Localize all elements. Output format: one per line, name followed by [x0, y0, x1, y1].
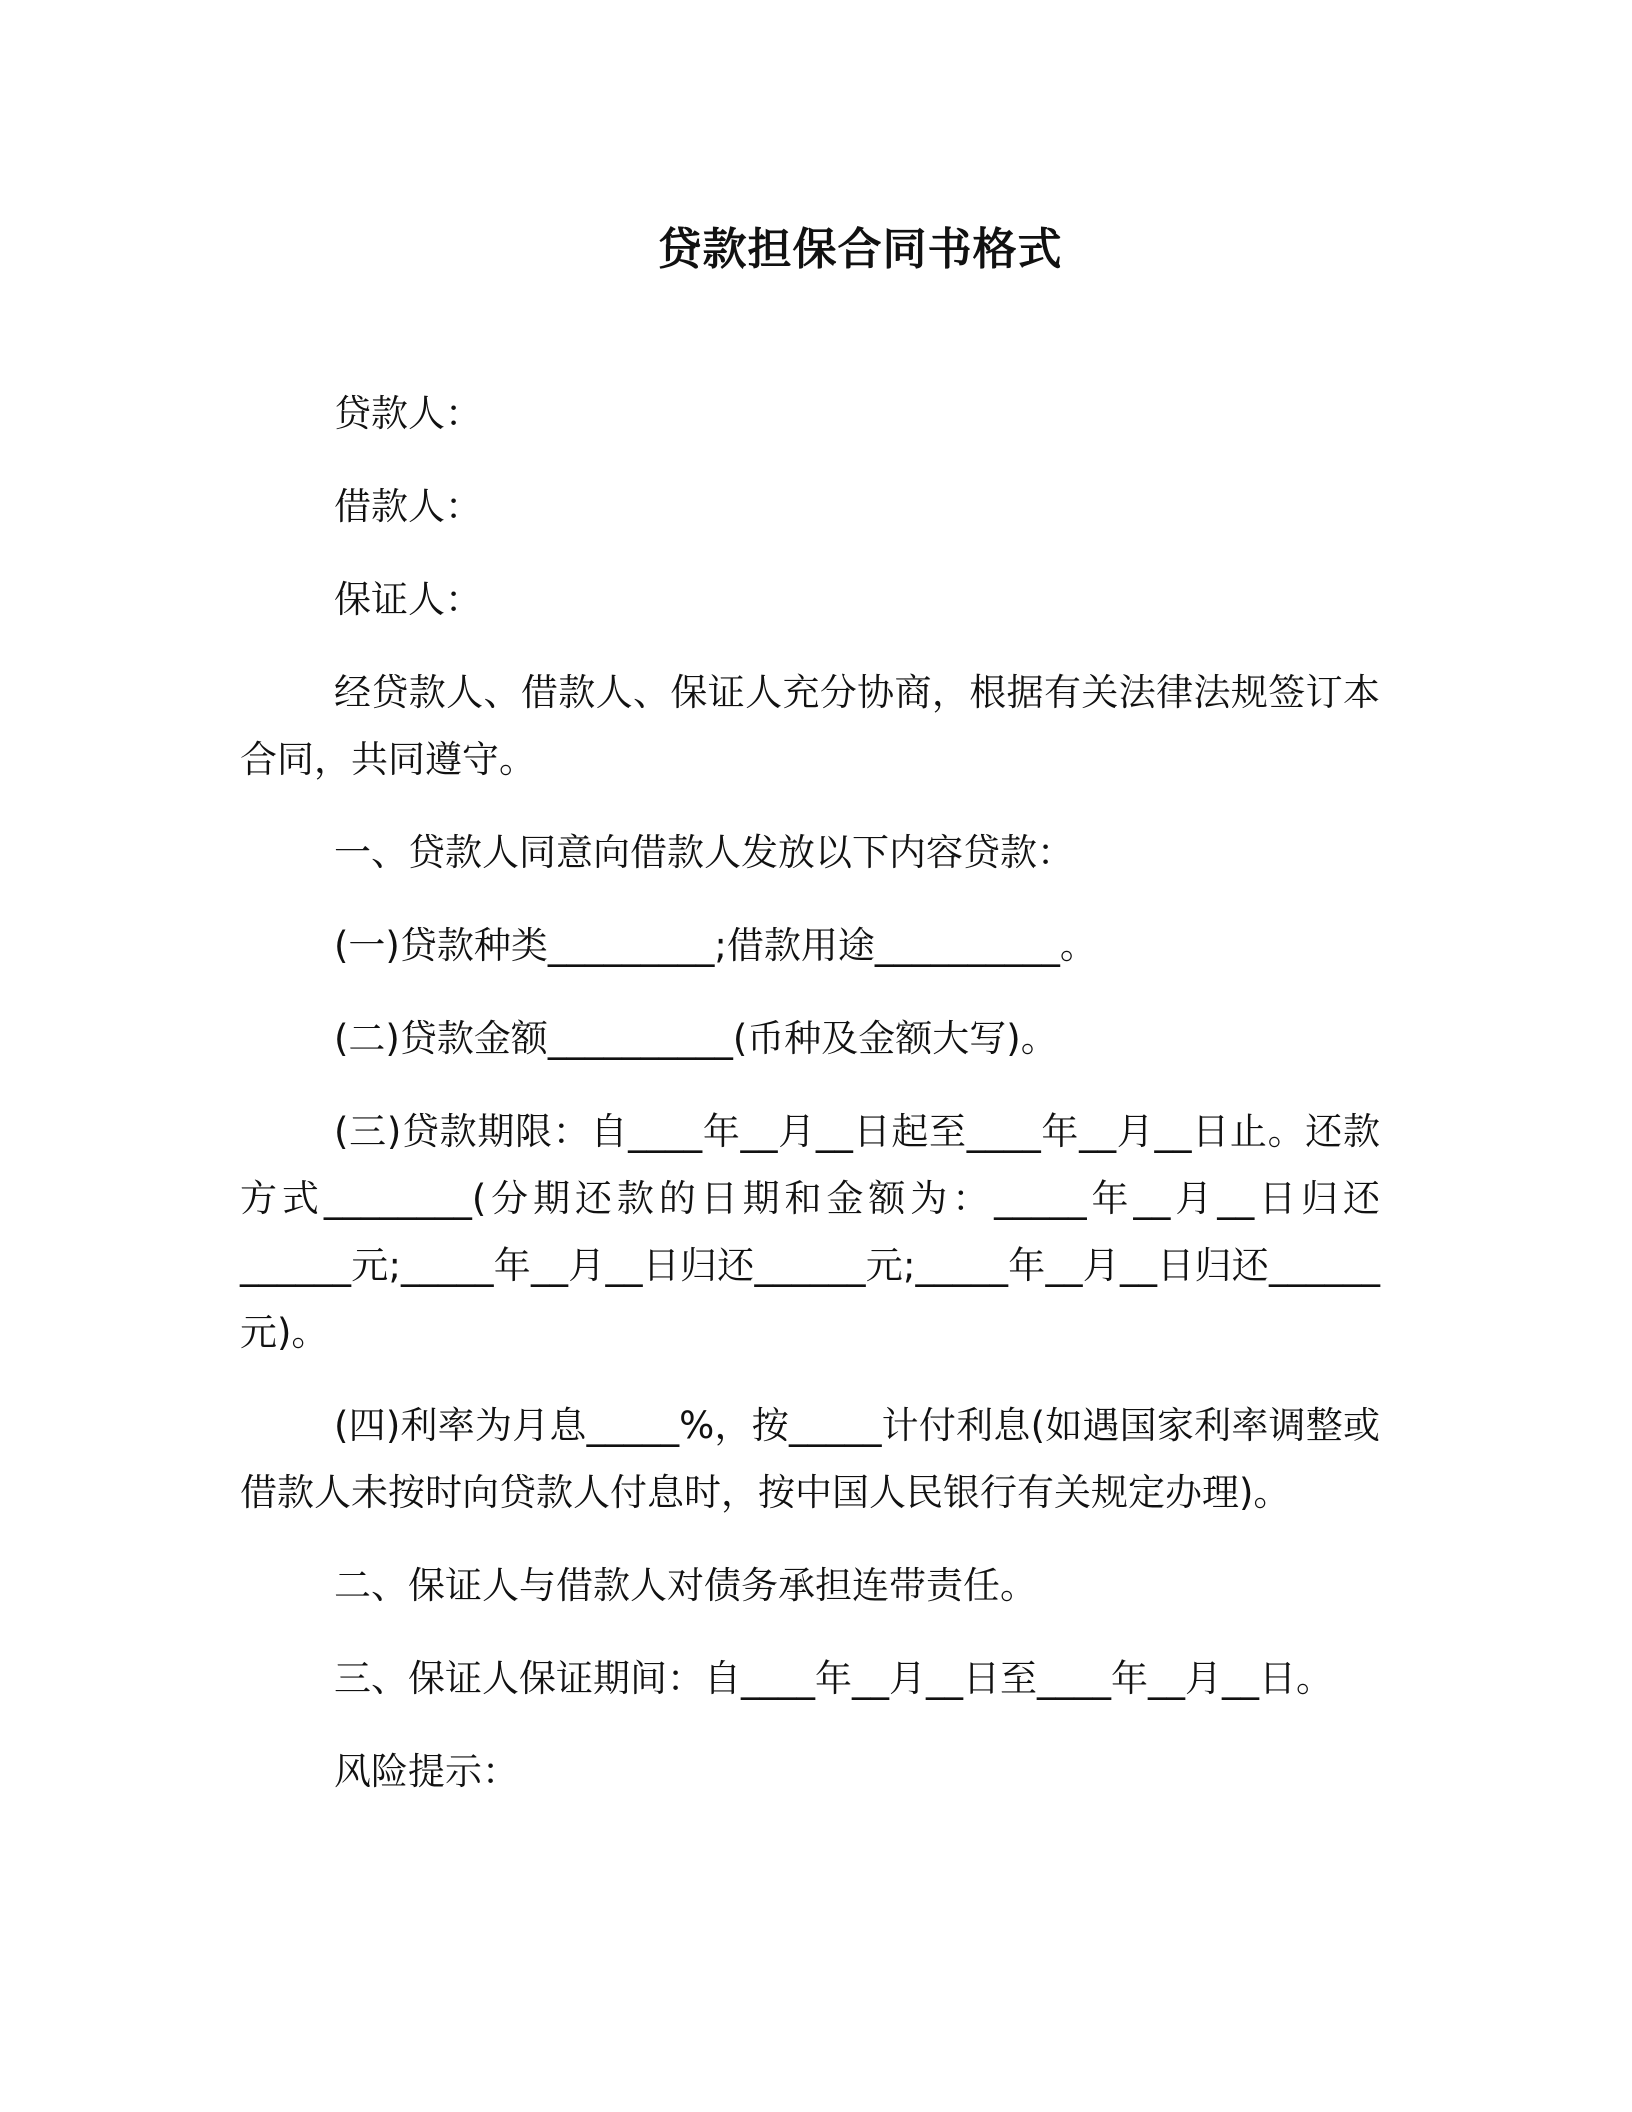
loan-amount-clause: (二)贷款金额__________(币种及金额大写)。	[334, 1017, 1058, 1060]
interest-rate-clause: (四)利率为月息_____%，按_____计付利息(如遇国家利率调整或借款人未按时向贷款人付息时，按中国人民银行有关规定办理)。	[240, 1404, 1380, 1514]
joint-liability-clause: 二、保证人与借款人对债务承担连带责任。	[334, 1564, 1037, 1607]
clause-one-heading: 一、贷款人同意向借款人发放以下内容贷款：	[334, 831, 1074, 874]
guarantee-period-clause: 三、保证人保证期间：自____年__月__日至____年__月__日。	[334, 1657, 1333, 1700]
loan-type-clause: (一)贷款种类_________;借款用途__________。	[334, 924, 1097, 967]
loan-term-clause: (三)贷款期限：自____年__月__日起至____年__月__日止。还款方式________(分期还款的日期和金额为：_____年__月__日归还______元;_____年__月__日归还______元;_____年__月__日归还______元)。	[240, 1110, 1380, 1354]
agreement-intro: 经贷款人、借款人、保证人充分协商，根据有关法律法规签订本合同，共同遵守。	[240, 671, 1380, 781]
borrower-line: 借款人：	[334, 485, 482, 528]
lender-line: 贷款人：	[334, 392, 482, 435]
guarantor-line: 保证人：	[334, 578, 482, 621]
risk-warning-heading: 风险提示：	[334, 1750, 519, 1793]
document-title: 贷款担保合同书格式	[657, 224, 1063, 275]
document-body	[240, 380, 1380, 1831]
